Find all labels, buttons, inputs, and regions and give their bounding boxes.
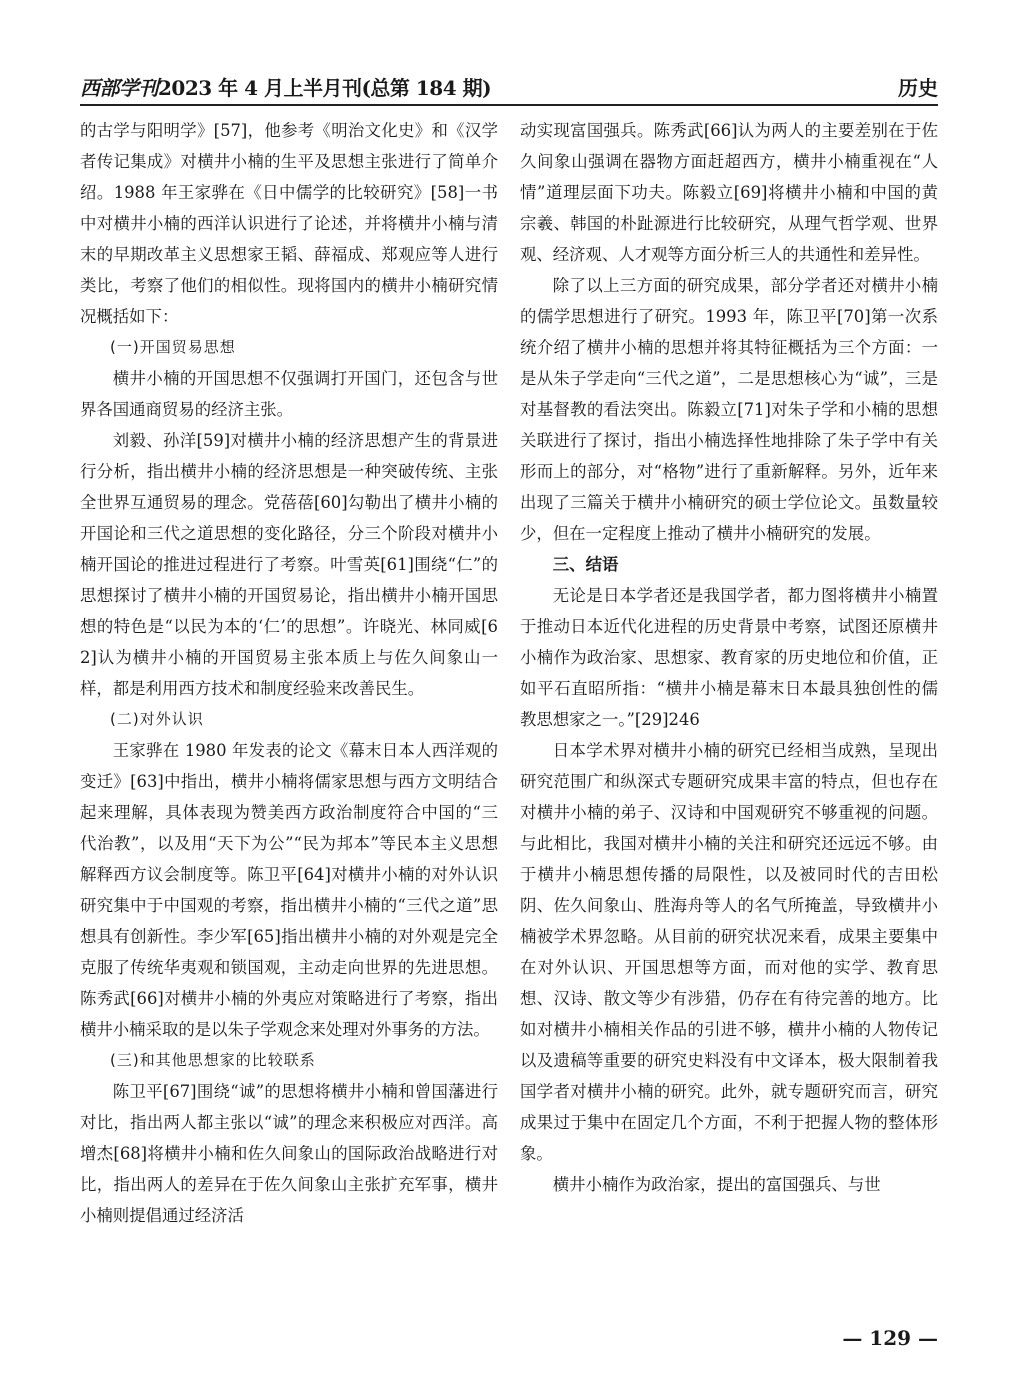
journal-title	[80, 72, 491, 101]
right-column	[520, 115, 938, 1200]
paragraph: 横井小楠作为政治家，提出的富国强兵、与世	[552, 1175, 881, 1194]
section-name: 历史	[898, 76, 938, 100]
journal-logo: 西部学刊	[80, 76, 158, 100]
header-rule	[80, 104, 938, 106]
page-header	[80, 70, 938, 104]
paragraph: 无论是日本学者还是我国学者，都力图将横井小楠置于推动日本近代化进程的历史背景中考察，试图还原横井小楠作为政治家、思想家、教育家的历史地位和价值，正如平石直昭所指：“横井小楠是幕末日本最具独创性的儒教思想家之一。”[29]246	[520, 586, 938, 729]
paragraph: 陈卫平[67]围绕“诚”的思想将横井小楠和曾国藩进行对比，指出两人都主张以“诚”的理念来积极应对西洋。高增杰[68]将横井小楠和佐久间象山的国际政治战略进行对比，指出两人的差异在于佐久间象山主张扩充军事，横井小楠则提倡通过经济活	[80, 1082, 498, 1225]
paragraph: 刘毅、孙洋[59]对横井小楠的经济思想产生的背景进行分析，指出横井小楠的经济思想是一种突破传统、主张全世界互通贸易的理念。党蓓蓓[60]勾勒出了横井小楠的开国论和三代之道思想的变化路径，分三个阶段对横井小楠开国论的推进过程进行了考察。叶雪英[61]围绕“仁”的思想探讨了横井小楠的开国贸易论，指出横井小楠开国思想的特色是“以民为本的‘仁’的思想”。许晓光、林同威[62]认为横井小楠的开国贸易主张本质上与佐久间象山一样，都是利用西方技术和制度经验来改善民生。	[80, 431, 498, 698]
paragraph: 的古学与阳明学》[57]，他参考《明治文化史》和《汉学者传记集成》对横井小楠的生平及思想主张进行了简单介绍。1988 年王家骅在《日中儒学的比较研究》[58]一书中对横井小楠的西洋认识进行了论述，并将横井小楠与清末的早期改革主义思想家王韬、薛福成、郑观应等人进行类比，考察了他们的相似性。现将国内的横井小楠研究情况概括如下：	[80, 121, 498, 326]
paragraph: 动实现富国强兵。陈秀武[66]认为两人的主要差别在于佐久间象山强调在器物方面赶超西方，横井小楠重视在“人情”道理层面下功夫。陈毅立[69]将横井小楠和中国的黄宗羲、韩国的朴趾源进行比较研究，从理气哲学观、世界观、经济观、人才观等方面分析三人的共通性和差异性。	[520, 121, 938, 264]
paragraph: 日本学术界对横井小楠的研究已经相当成熟，呈现出研究范围广和纵深式专题研究成果丰富的特点，但也存在对横井小楠的弟子、汉诗和中国观研究不够重视的问题。与此相比，我国对横井小楠的关注和研究还远远不够。由于横井小楠思想传播的局限性，以及被同时代的吉田松阴、佐久间象山、胜海舟等人的名气所掩盖，导致横井小楠被学术界忽略。从目前的研究状况来看，成果主要集中在对外认识、开国思想等方面，而对他的实学、教育思想、汉诗、散文等少有涉猎，仍存在有待完善的地方。比如对横井小楠相关作品的引进不够，横井小楠的人物传记以及遗稿等重要的研究史料没有中文译本，极大限制着我国学者对横井小楠的研究。此外，就专题研究而言，研究成果过于集中在固定几个方面，不利于把握人物的整体形象。	[520, 741, 938, 1163]
left-column	[80, 115, 498, 1231]
page-number: — 129 —	[842, 1326, 938, 1350]
section-heading: 三、结语	[552, 555, 619, 574]
subsection-heading: (一)开国贸易思想	[110, 338, 236, 356]
subsection-heading: (二)对外认识	[110, 710, 204, 728]
paragraph: 王家骅在 1980 年发表的论文《幕末日本人西洋观的变迁》[63]中指出，横井小楠将儒家思想与西方文明结合起来理解，具体表现为赞美西方政治制度符合中国的“三代治教”，以及用“天下为公”“民为邦本”等民本主义思想解释西方议会制度等。陈卫平[64]对横井小楠的对外认识研究集中于中国观的考察，指出横井小楠的“三代之道”思想具有创新性。李少军[65]指出横井小楠的对外观是完全克服了传统华夷观和锁国观，主动走向世界的先进思想。陈秀武[66]对横井小楠的外夷应对策略进行了考察，指出横井小楠采取的是以朱子学观念来处理对外事务的方法。	[80, 741, 498, 1039]
paragraph: 横井小楠的开国思想不仅强调打开国门，还包含与世界各国通商贸易的经济主张。	[80, 369, 498, 419]
issue-info: 2023 年 4 月上半月刊(总第 184 期)	[158, 76, 492, 100]
paragraph: 除了以上三方面的研究成果，部分学者还对横井小楠的儒学思想进行了研究。1993 年，陈卫平[70]第一次系统介绍了横井小楠的思想并将其特征概括为三个方面：一是从朱子学走向“三代之道”，二是思想核心为“诚”，三是对基督教的看法突出。陈毅立[71]对朱子学和小楠的思想关联进行了探讨，指出小楠选择性地排除了朱子学中有关形而上的部分，对“格物”进行了重新解释。另外，近年来出现了三篇关于横井小楠研究的硕士学位论文。虽数量较少，但在一定程度上推动了横井小楠研究的发展。	[520, 276, 938, 543]
subsection-heading: (三)和其他思想家的比较联系	[110, 1051, 316, 1069]
